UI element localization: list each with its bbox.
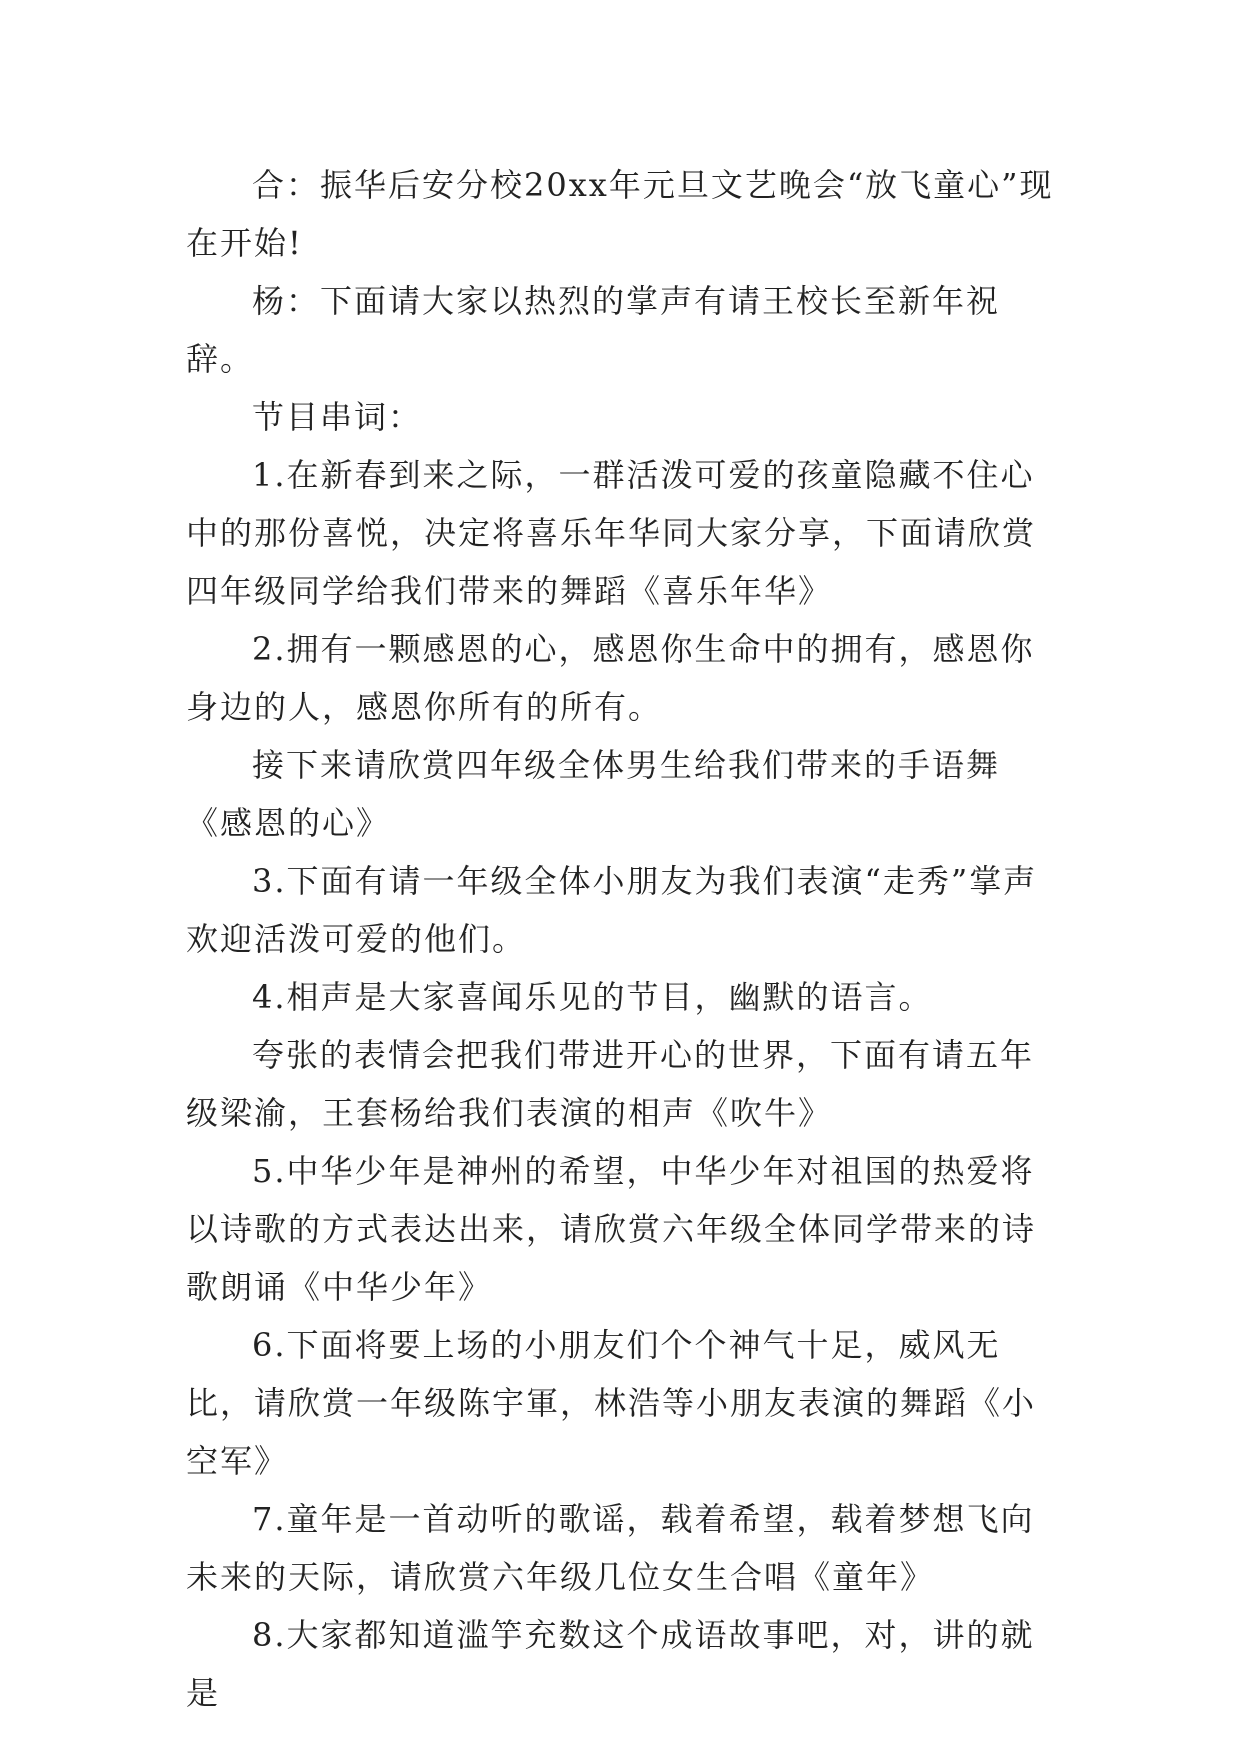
paragraph-item-5: 5.中华少年是神州的希望，中华少年对祖国的热爱将以诗歌的方式表达出来，请欣赏六年级全体同学带来的诗歌朗诵《中华少年》 xyxy=(186,1152,1037,1306)
paragraph-item-2: 2.拥有一颗感恩的心，感恩你生命中的拥有，感恩你身边的人，感恩你所有的所有。 xyxy=(186,630,1035,726)
paragraph-item-6: 6.下面将要上场的小朋友们个个神气十足，威风无比，请欣赏一年级陈宇軍，林浩等小朋友表演的舞蹈《小空军》 xyxy=(186,1326,1037,1480)
paragraph-principal-speech: 杨：下面请大家以热烈的掌声有请王校长至新年祝辞。 xyxy=(186,282,1001,378)
document-body xyxy=(186,156,1056,1722)
paragraph-item-4: 4.相声是大家喜闻乐见的节目，幽默的语言。 xyxy=(252,978,933,1016)
paragraph-item-7: 7.童年是一首动听的歌谣，载着希望，载着梦想飞向未来的天际，请欣赏六年级几位女生合唱《童年》 xyxy=(186,1500,1035,1596)
paragraph-item-4-continued: 夸张的表情会把我们带进开心的世界，下面有请五年级梁渝，王套杨给我们表演的相声《吹牛》 xyxy=(186,1036,1035,1132)
paragraph-item-8: 8.大家都知道滥竽充数这个成语故事吧，对，讲的就是 xyxy=(186,1616,1035,1712)
paragraph-opening: 合：振华后安分校20xx年元旦文艺晚会“放飞童心”现在开始! xyxy=(186,166,1054,262)
paragraph-item-2-continued: 接下来请欣赏四年级全体男生给我们带来的手语舞《感恩的心》 xyxy=(186,746,1001,842)
paragraph-item-3: 3.下面有请一年级全体小朋友为我们表演“走秀”掌声欢迎活泼可爱的他们。 xyxy=(186,862,1038,958)
paragraph-program-heading: 节目串词： xyxy=(252,398,423,436)
paragraph-item-1: 1.在新春到来之际，一群活泼可爱的孩童隐藏不住心中的那份喜悦，决定将喜乐年华同大家分享，下面请欣赏四年级同学给我们带来的舞蹈《喜乐年华》 xyxy=(186,456,1037,610)
